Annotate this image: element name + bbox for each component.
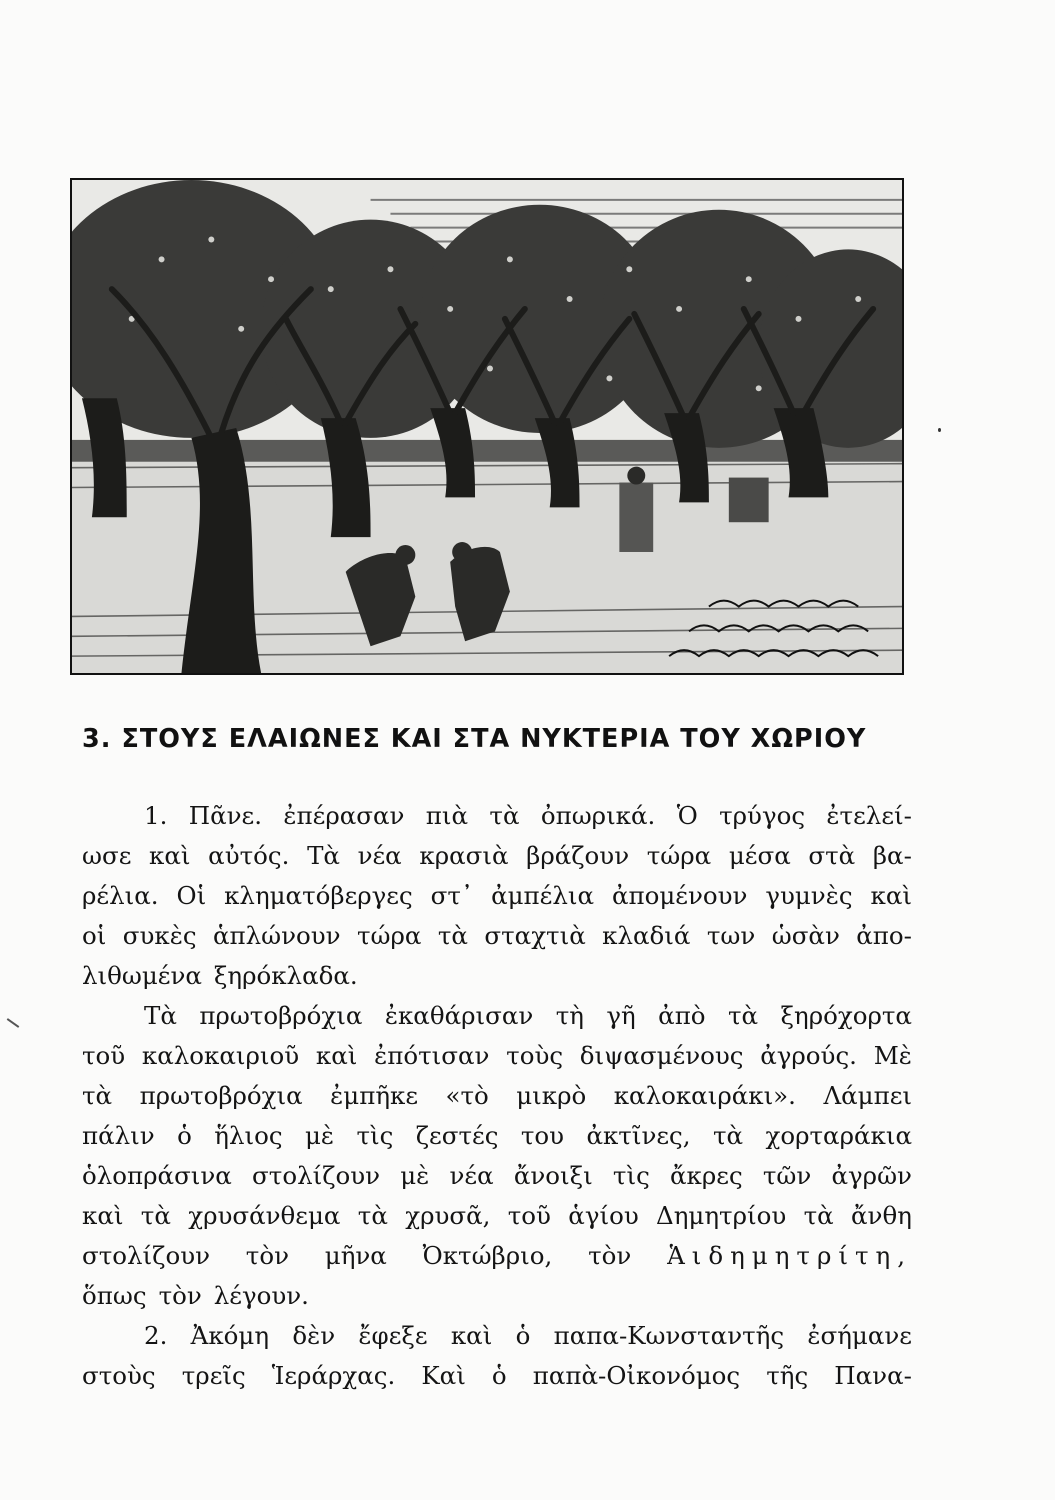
word: ἀκτῖνες, (586, 1121, 691, 1150)
word: ὡσὰν (771, 921, 840, 950)
word: δὲν (292, 1321, 336, 1350)
word: ζεστές (415, 1121, 499, 1150)
word: τὰ (803, 1201, 834, 1230)
word: παπὰ-Οἰκονόμος (532, 1361, 741, 1390)
word: ἐπότισαν (374, 1041, 490, 1070)
word: Οἱ (176, 881, 207, 910)
chapter-title: ΣΤΟΥΣ ΕΛΑΙΩΝΕΣ ΚΑΙ ΣΤΑ ΝΥΚΤΕΡΙΑ ΤΟΥ ΧΩΡΙΟΥ (121, 724, 867, 754)
word: στολίζουν (82, 1241, 210, 1270)
word: ἐτελεί- (826, 801, 912, 830)
word: τὶς (612, 1161, 650, 1190)
word: ἀγρούς. (760, 1041, 857, 1070)
word: Δημητρίου (656, 1201, 787, 1230)
word: οἱ (82, 921, 107, 950)
word: ἄκρες (669, 1161, 743, 1190)
word: μὲ (304, 1121, 335, 1150)
word: χρυσάνθεμα (188, 1201, 341, 1230)
word: ἀγρῶν (831, 1161, 912, 1190)
word: καὶ (450, 1321, 493, 1350)
word: ἥλιος (214, 1121, 283, 1150)
word: τὸν (588, 1241, 632, 1270)
word: στὰ (808, 841, 856, 870)
word: κληματόβεργες (224, 881, 413, 910)
text-line (82, 1316, 912, 1356)
word: σταχτιὰ (484, 921, 586, 950)
word: πάλιν (82, 1121, 155, 1150)
word: τοῦ (507, 1201, 551, 1230)
chapter-number: 3. (82, 724, 112, 754)
text-line (82, 916, 912, 956)
word: τώρα (646, 841, 712, 870)
text-line (82, 956, 912, 996)
word: τὸν (158, 1281, 202, 1310)
word: ἀμπέλια (491, 881, 595, 910)
word: Τὰ (307, 841, 340, 870)
word: καὶ (870, 881, 912, 910)
text-line (82, 836, 912, 876)
word: τὰ (82, 1081, 113, 1110)
word: χρυσᾶ, (405, 1201, 491, 1230)
word: τὰ (727, 1001, 759, 1030)
word: χορταράκια (765, 1121, 912, 1150)
word: των (706, 921, 756, 950)
text-line (82, 1076, 912, 1116)
word: λέγουν. (213, 1281, 309, 1310)
word: καὶ (315, 1041, 358, 1070)
word: πρωτοβρόχια (139, 1081, 303, 1110)
word: τῆς (766, 1361, 809, 1390)
body-text (82, 796, 912, 1396)
word: τὰ (437, 921, 468, 950)
margin-dot (938, 428, 941, 432)
text-line (82, 1196, 912, 1236)
olive-grove-illustration (70, 178, 904, 675)
word: ξηρόκλαδα. (213, 961, 358, 990)
word: «τὸ (445, 1081, 489, 1110)
word: Ὁ (676, 801, 698, 830)
word: ὀπωρικά. (540, 801, 656, 830)
word: στολίζουν (252, 1161, 381, 1190)
word: γῆ (606, 1001, 636, 1030)
word: ὅπως (82, 1281, 147, 1310)
word: ἐκαθάρισαν (384, 1001, 534, 1030)
text-line (82, 876, 912, 916)
word: Πανα- (834, 1361, 912, 1390)
word: νέα (357, 841, 402, 870)
word: Ὀκτώβριο, (422, 1241, 553, 1270)
word: Ἀκόμη (190, 1321, 270, 1350)
word: Ἱεράρχας. (271, 1361, 396, 1390)
word: λιθωμένα (82, 961, 202, 990)
word: τὰ (140, 1201, 171, 1230)
word: παπα-Κωνσταντῆς (553, 1321, 785, 1350)
word: 1. (144, 801, 168, 830)
text-line (82, 796, 912, 836)
text-line (82, 1116, 912, 1156)
word: βα- (872, 841, 912, 870)
word: ρέλια. (82, 881, 159, 910)
word: τὶς (356, 1121, 394, 1150)
engraving-image (72, 180, 902, 673)
word: καὶ (82, 1201, 124, 1230)
word: γυμνὲς (765, 881, 853, 910)
spaced-word: Ἁιδημητρίτη, (667, 1241, 912, 1270)
word: μῆνα (324, 1241, 387, 1270)
word: μὲ (400, 1161, 430, 1190)
word: τὰ (489, 801, 520, 830)
word: στοὺς (82, 1361, 156, 1390)
word: καλοκαιριοῦ (141, 1041, 300, 1070)
word: ἐσήμανε (807, 1321, 912, 1350)
word: νέα (449, 1161, 494, 1190)
word: κρασιὰ (419, 841, 509, 870)
word: Πᾶνε. (188, 801, 263, 830)
word: ἔφεξε (358, 1321, 428, 1350)
word: πρωτοβρόχια (199, 1001, 363, 1030)
word: ὁλοπράσινα (82, 1161, 232, 1190)
word: τοὺς (506, 1041, 564, 1070)
word: Μὲ (873, 1041, 912, 1070)
word: τρεῖς (181, 1361, 246, 1390)
word: ἀπομένουν (611, 881, 748, 910)
word: ἄνθη (851, 1201, 912, 1230)
word: καὶ (149, 841, 191, 870)
word: διψασμένους (579, 1041, 744, 1070)
word: ὁ (515, 1321, 531, 1350)
word: πιὰ (425, 801, 469, 830)
word: ἄνοιξι (513, 1161, 593, 1190)
word: στ᾽ (430, 881, 474, 910)
word: ἀπὸ (658, 1001, 706, 1030)
word: του (520, 1121, 565, 1150)
margin-mark (7, 1018, 20, 1028)
word: ἁγίου (568, 1201, 639, 1230)
word: Λάμπει (823, 1081, 912, 1110)
word: συκὲς (122, 921, 197, 950)
text-line (82, 996, 912, 1036)
word: ὁ (177, 1121, 192, 1150)
word: 2. (144, 1321, 168, 1350)
word: βράζουν (526, 841, 630, 870)
text-line (82, 1356, 912, 1396)
word: ἐπέρασαν (283, 801, 405, 830)
word: ξηρόχορτα (780, 1001, 912, 1030)
word: τώρα (356, 921, 422, 950)
chapter-heading (82, 724, 922, 754)
word: αὐτός. (208, 841, 290, 870)
word: μέσα (728, 841, 791, 870)
word: τρύγος (719, 801, 806, 830)
word: τὴ (555, 1001, 584, 1030)
text-line (82, 1036, 912, 1076)
word: μικρὸ (516, 1081, 587, 1110)
word: καλοκαιράκι». (613, 1081, 796, 1110)
text-line (82, 1276, 912, 1316)
word: τὰ (712, 1121, 744, 1150)
word: τὰ (357, 1201, 388, 1230)
word: τοῦ (82, 1041, 126, 1070)
word: Τὰ (144, 1001, 177, 1030)
word: ωσε (82, 841, 132, 870)
word: τῶν (762, 1161, 812, 1190)
word: τὸν (245, 1241, 289, 1270)
word: ὁ (491, 1361, 507, 1390)
word: ἀπο- (856, 921, 912, 950)
word: ἐμπῆκε (330, 1081, 419, 1110)
text-line (82, 1236, 912, 1276)
word: κλαδιά (602, 921, 691, 950)
text-line (82, 1156, 912, 1196)
word: Καὶ (421, 1361, 466, 1390)
word: ἁπλώνουν (212, 921, 341, 950)
